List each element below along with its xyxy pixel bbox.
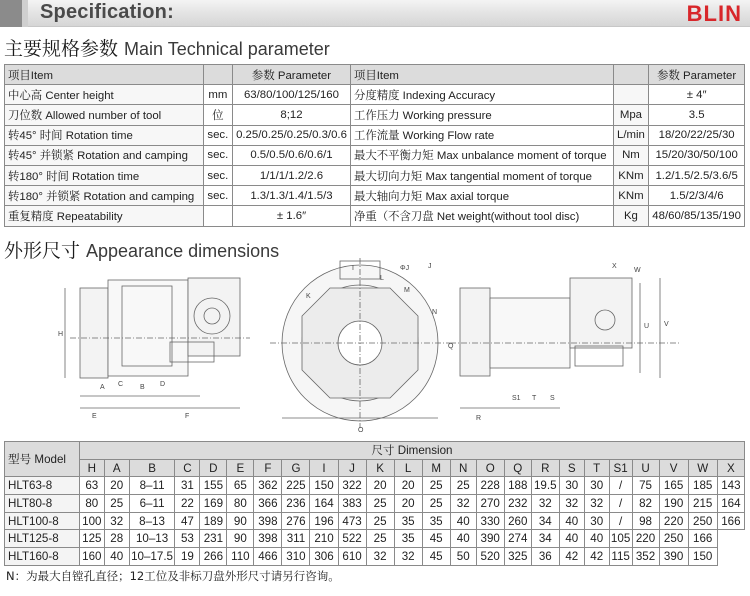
dimension-cell: 190 <box>659 495 688 513</box>
spec-cell: sec. <box>203 186 232 206</box>
drawing-label: M <box>404 287 410 294</box>
spec-row <box>5 186 745 206</box>
dimension-cell: 225 <box>282 477 310 495</box>
dimension-cell: 20 <box>394 495 422 513</box>
model-header: 型号 Model <box>5 442 80 477</box>
spec-cell: Mpa <box>613 105 649 125</box>
spec-cell: 0.5/0.5/0.6/0.6/1 <box>233 145 351 165</box>
drawing-label: ΦJ <box>400 265 410 272</box>
dimension-cell: 34 <box>531 530 559 548</box>
dimension-cell: 276 <box>282 512 310 530</box>
spec-cell: 转45° 时间 Rotation time <box>5 125 204 145</box>
spec-cell: 工作压力 Working pressure <box>350 105 613 125</box>
dimension-cell: 220 <box>632 530 659 548</box>
spec-row <box>5 85 745 105</box>
dimension-column-header: W <box>688 459 717 477</box>
dimension-cell: 325 <box>504 548 531 566</box>
dimension-column-header: H <box>79 459 104 477</box>
drawing-label: O <box>358 427 364 434</box>
dimension-cell: 32 <box>450 495 476 513</box>
dimension-cell: 164 <box>310 495 338 513</box>
spec-cell: ± 4″ <box>649 85 745 105</box>
dimension-cell: 166 <box>717 512 744 530</box>
drawing-label: W <box>634 267 641 274</box>
dimension-cell: 42 <box>584 548 609 566</box>
dimension-cell: 398 <box>254 512 282 530</box>
dimension-cell: 22 <box>175 495 200 513</box>
drawing-label: X <box>612 263 617 270</box>
spec-row <box>5 145 745 165</box>
spec-cell: 1.5/2/3/4/6 <box>649 186 745 206</box>
front-view <box>270 258 450 428</box>
model-name-cell: HLT160-8 <box>5 548 80 566</box>
dimension-cell: 25 <box>104 495 129 513</box>
dimension-cell: 32 <box>531 495 559 513</box>
dimension-column-header: T <box>584 459 609 477</box>
main-parameter-heading-cn: 主要规格参数 <box>4 38 119 60</box>
dimension-cell: 250 <box>659 530 688 548</box>
dimension-cell: 169 <box>200 495 227 513</box>
dimension-cell: 45 <box>422 530 450 548</box>
spec-cell <box>613 85 649 105</box>
dimension-cell: 25 <box>366 495 394 513</box>
spec-header-cell: 参数 Parameter <box>649 65 745 85</box>
dimension-column-header: F <box>254 459 282 477</box>
dimension-cell: 25 <box>450 477 476 495</box>
dimension-column-header: G <box>282 459 310 477</box>
appearance-heading-en: Appearance dimensions <box>86 241 280 261</box>
dimension-cell: 25 <box>366 512 394 530</box>
drawing-label: B <box>140 384 145 391</box>
banner-accent-bar <box>0 0 28 27</box>
spec-cell: 48/60/85/135/190 <box>649 206 745 226</box>
spec-row <box>5 105 745 125</box>
dimension-cell: 40 <box>559 530 584 548</box>
dimension-column-header: R <box>531 459 559 477</box>
dimension-cell: 322 <box>338 477 366 495</box>
dimension-cell: 34 <box>531 512 559 530</box>
spec-cell: 0.25/0.25/0.25/0.3/0.6 <box>233 125 351 145</box>
spec-cell: 18/20/22/25/30 <box>649 125 745 145</box>
dimension-cell: 35 <box>394 530 422 548</box>
dimension-cell: 143 <box>717 477 744 495</box>
dimension-cell: 166 <box>688 530 717 548</box>
dimension-cell: 250 <box>688 512 717 530</box>
spec-cell: 1.2/1.5/2.5/3.6/5 <box>649 165 745 185</box>
spec-cell: L/min <box>613 125 649 145</box>
dimension-cell: 366 <box>254 495 282 513</box>
model-name-cell: HLT63-8 <box>5 477 80 495</box>
drawing-label: A <box>100 384 105 391</box>
drawing-label: V <box>664 321 669 328</box>
dimension-cell: 260 <box>504 512 531 530</box>
dimension-cell: 98 <box>632 512 659 530</box>
dimension-cell: 6–11 <box>129 495 175 513</box>
spec-cell: sec. <box>203 145 232 165</box>
dimension-cell: 185 <box>688 477 717 495</box>
spec-row <box>5 165 745 185</box>
spec-cell: ± 1.6″ <box>233 206 351 226</box>
dimension-column-header: K <box>366 459 394 477</box>
drawing-label: S1 <box>512 395 521 402</box>
dimension-cell: 466 <box>254 548 282 566</box>
dimension-column-header: D <box>200 459 227 477</box>
spec-cell: 中心高 Center height <box>5 85 204 105</box>
dimension-cell: 160 <box>79 548 104 566</box>
dimension-cell: 40 <box>104 548 129 566</box>
brand-logo: BLIN <box>686 1 742 26</box>
main-parameter-heading <box>4 34 330 61</box>
spec-cell: sec. <box>203 165 232 185</box>
dimension-cell: 150 <box>688 548 717 566</box>
spec-cell: 重复精度 Repeatability <box>5 206 204 226</box>
dimension-header-top <box>5 442 745 460</box>
spec-header-cell <box>203 65 232 85</box>
dimension-cell: 53 <box>175 530 200 548</box>
spec-banner <box>0 0 750 27</box>
dimension-cell: 20 <box>366 477 394 495</box>
dimension-cell: 30 <box>584 477 609 495</box>
dimension-cell: 65 <box>227 477 254 495</box>
dimension-column-header: A <box>104 459 129 477</box>
appearance-drawing <box>0 258 750 438</box>
dimension-cell: 45 <box>422 548 450 566</box>
dimension-cell: 110 <box>227 548 254 566</box>
drawing-label: E <box>92 413 97 420</box>
spec-cell: 分度精度 Indexing Accuracy <box>350 85 613 105</box>
spec-header-cell: 项目Item <box>5 65 204 85</box>
dimension-cell: 352 <box>632 548 659 566</box>
dimension-cell: 306 <box>310 548 338 566</box>
dimension-column-header: I <box>310 459 338 477</box>
spec-cell <box>203 206 232 226</box>
dimension-cell: 35 <box>394 512 422 530</box>
drawing-label: T <box>532 395 537 402</box>
spec-cell: 最大不平衡力矩 Max unbalance moment of torque <box>350 145 613 165</box>
dimension-cell: 63 <box>79 477 104 495</box>
dimension-cell: 40 <box>559 512 584 530</box>
dimension-cell: 330 <box>476 512 504 530</box>
dimension-cell: 36 <box>531 548 559 566</box>
banner-title: Specification: <box>40 1 174 23</box>
dimension-cell: 40 <box>450 512 476 530</box>
drawing-label: J <box>428 263 432 270</box>
spec-cell: 8;12 <box>233 105 351 125</box>
spec-cell: 转180° 时间 Rotation time <box>5 165 204 185</box>
dimension-row <box>5 512 745 530</box>
spec-cell: sec. <box>203 125 232 145</box>
dimension-cell: 100 <box>79 512 104 530</box>
dimension-column-header: O <box>476 459 504 477</box>
dimension-cell: / <box>609 512 632 530</box>
dimension-cell: 25 <box>422 495 450 513</box>
dimension-cell: 383 <box>338 495 366 513</box>
spec-cell: 3.5 <box>649 105 745 125</box>
dimension-cell: 164 <box>717 495 744 513</box>
dimension-cell: 231 <box>200 530 227 548</box>
dimension-cell: 19.5 <box>531 477 559 495</box>
model-name-cell: HLT100-8 <box>5 512 80 530</box>
dimension-cell: 610 <box>338 548 366 566</box>
dimension-row <box>5 548 745 566</box>
spec-cell: 15/20/30/50/100 <box>649 145 745 165</box>
dimension-cell: / <box>609 495 632 513</box>
spec-header-cell: 参数 Parameter <box>233 65 351 85</box>
dimension-row <box>5 477 745 495</box>
dimension-cell: 274 <box>504 530 531 548</box>
model-name-cell: HLT80-8 <box>5 495 80 513</box>
dimension-column-header: M <box>422 459 450 477</box>
spec-cell: 转45° 并锁紧 Rotation and camping <box>5 145 204 165</box>
spec-row <box>5 206 745 226</box>
dimension-cell: 20 <box>104 477 129 495</box>
dimension-cell: 40 <box>584 530 609 548</box>
dimension-column-header: U <box>632 459 659 477</box>
spec-cell: 1/1/1/1.2/2.6 <box>233 165 351 185</box>
spec-cell: KNm <box>613 186 649 206</box>
dimension-table <box>4 441 745 566</box>
spec-cell: 净重（不含刀盘 Net weight(without tool disc) <box>350 206 613 226</box>
dimension-cell: 20 <box>394 477 422 495</box>
dimension-cell: 115 <box>609 548 632 566</box>
spec-cell: 转180° 并锁紧 Rotation and camping <box>5 186 204 206</box>
drawing-label: I <box>352 265 354 272</box>
dimension-cell: 210 <box>310 530 338 548</box>
dimension-cell: 228 <box>476 477 504 495</box>
dimension-cell: 90 <box>227 512 254 530</box>
side-view-right <box>450 278 680 408</box>
dimension-column-header: E <box>227 459 254 477</box>
dimension-cell: 520 <box>476 548 504 566</box>
dimension-cell: 189 <box>200 512 227 530</box>
dimension-row <box>5 495 745 513</box>
spec-cell: Kg <box>613 206 649 226</box>
spec-cell: 63/80/100/125/160 <box>233 85 351 105</box>
dimension-row <box>5 530 745 548</box>
dimension-cell: 25 <box>422 477 450 495</box>
drawing-label: S <box>550 395 555 402</box>
dimension-cell: 47 <box>175 512 200 530</box>
dimension-column-header: S <box>559 459 584 477</box>
dimension-cell: 50 <box>450 548 476 566</box>
dimension-cell: 310 <box>282 548 310 566</box>
drawing-label: L <box>380 275 384 282</box>
spec-table-header <box>5 65 745 85</box>
drawing-label: K <box>306 293 311 300</box>
dimension-column-header: X <box>717 459 744 477</box>
spec-cell: KNm <box>613 165 649 185</box>
dimension-cell: 8–11 <box>129 477 175 495</box>
drawing-label: H <box>58 331 64 338</box>
spec-cell: 最大轴向力矩 Max axial torque <box>350 186 613 206</box>
drawing-label: N <box>432 309 438 316</box>
dimension-cell: 10–13 <box>129 530 175 548</box>
drawing-label: D <box>160 381 166 388</box>
dimension-cell: 25 <box>366 530 394 548</box>
spec-cell: mm <box>203 85 232 105</box>
dimension-cell: 105 <box>609 530 632 548</box>
spec-cell: 最大切向力矩 Max tangential moment of torque <box>350 165 613 185</box>
dimension-cell: 8–13 <box>129 512 175 530</box>
drawing-label: Q <box>448 343 454 350</box>
model-name-cell: HLT125-8 <box>5 530 80 548</box>
drawing-label: R <box>476 415 482 422</box>
spec-header-cell <box>613 65 649 85</box>
dimension-cell: 215 <box>688 495 717 513</box>
dimension-cell: 473 <box>338 512 366 530</box>
dimension-cell: 362 <box>254 477 282 495</box>
dimension-cell: 82 <box>632 495 659 513</box>
dimension-cell: 30 <box>584 512 609 530</box>
dimension-cell: 80 <box>79 495 104 513</box>
dimension-header: 尺寸 Dimension <box>79 442 744 460</box>
dimension-cell: 270 <box>476 495 504 513</box>
side-view-left <box>65 278 250 408</box>
dimension-cell: 75 <box>632 477 659 495</box>
drawing-label: C <box>118 381 124 388</box>
drawing-label: F <box>185 413 190 420</box>
dimension-cell: 236 <box>282 495 310 513</box>
spec-cell: 位 <box>203 105 232 125</box>
spec-cell: Nm <box>613 145 649 165</box>
spec-cell: 刀位数 Allowed number of tool <box>5 105 204 125</box>
spec-table <box>4 64 745 227</box>
dimension-cell: 220 <box>659 512 688 530</box>
footnote: N：为最大自镗孔直径；12工位及非标刀盘外形尺寸请另行咨询。 <box>6 569 340 583</box>
dimension-cell: 80 <box>227 495 254 513</box>
dimension-cell: 196 <box>310 512 338 530</box>
spec-row <box>5 125 745 145</box>
dimension-cell: 19 <box>175 548 200 566</box>
drawing-label: U <box>644 323 650 330</box>
dimension-column-header: Q <box>504 459 531 477</box>
dimension-cell: 232 <box>504 495 531 513</box>
dimension-cell: 266 <box>200 548 227 566</box>
dimension-cell: 522 <box>338 530 366 548</box>
dimension-cell: 35 <box>422 512 450 530</box>
dimension-cell: 42 <box>559 548 584 566</box>
dimension-cell: 390 <box>659 548 688 566</box>
dimension-cell: 31 <box>175 477 200 495</box>
dimension-cell: 32 <box>366 548 394 566</box>
dimension-cell: 150 <box>310 477 338 495</box>
appearance-heading-cn: 外形尺寸 <box>4 240 81 262</box>
dimension-column-header: L <box>394 459 422 477</box>
dimension-cell: 390 <box>476 530 504 548</box>
dimension-cell: 125 <box>79 530 104 548</box>
dimension-cell: 155 <box>200 477 227 495</box>
dimension-column-header: S1 <box>609 459 632 477</box>
dimension-column-header: N <box>450 459 476 477</box>
spec-header-cell: 项目Item <box>350 65 613 85</box>
dimension-cell: 398 <box>254 530 282 548</box>
dimension-cell: 40 <box>450 530 476 548</box>
spec-cell: 工作流量 Working Flow rate <box>350 125 613 145</box>
dimension-column-header: C <box>175 459 200 477</box>
dimension-cell: 90 <box>227 530 254 548</box>
dimension-cell: 165 <box>659 477 688 495</box>
dimension-cell: 32 <box>394 548 422 566</box>
dimension-cell: / <box>609 477 632 495</box>
main-parameter-heading-en: Main Technical parameter <box>124 39 330 59</box>
dimension-column-headers <box>5 459 745 477</box>
dimension-cell: 32 <box>559 495 584 513</box>
dimension-cell: 32 <box>104 512 129 530</box>
dimension-cell: 311 <box>282 530 310 548</box>
dimension-cell: 30 <box>559 477 584 495</box>
dimension-cell: 188 <box>504 477 531 495</box>
dimension-column-header: V <box>659 459 688 477</box>
dimension-column-header: B <box>129 459 175 477</box>
dimension-cell: 10–17.5 <box>129 548 175 566</box>
dimension-column-header: J <box>338 459 366 477</box>
spec-cell: 1.3/1.3/1.4/1.5/3 <box>233 186 351 206</box>
dimension-cell: 32 <box>584 495 609 513</box>
dimension-cell: 28 <box>104 530 129 548</box>
